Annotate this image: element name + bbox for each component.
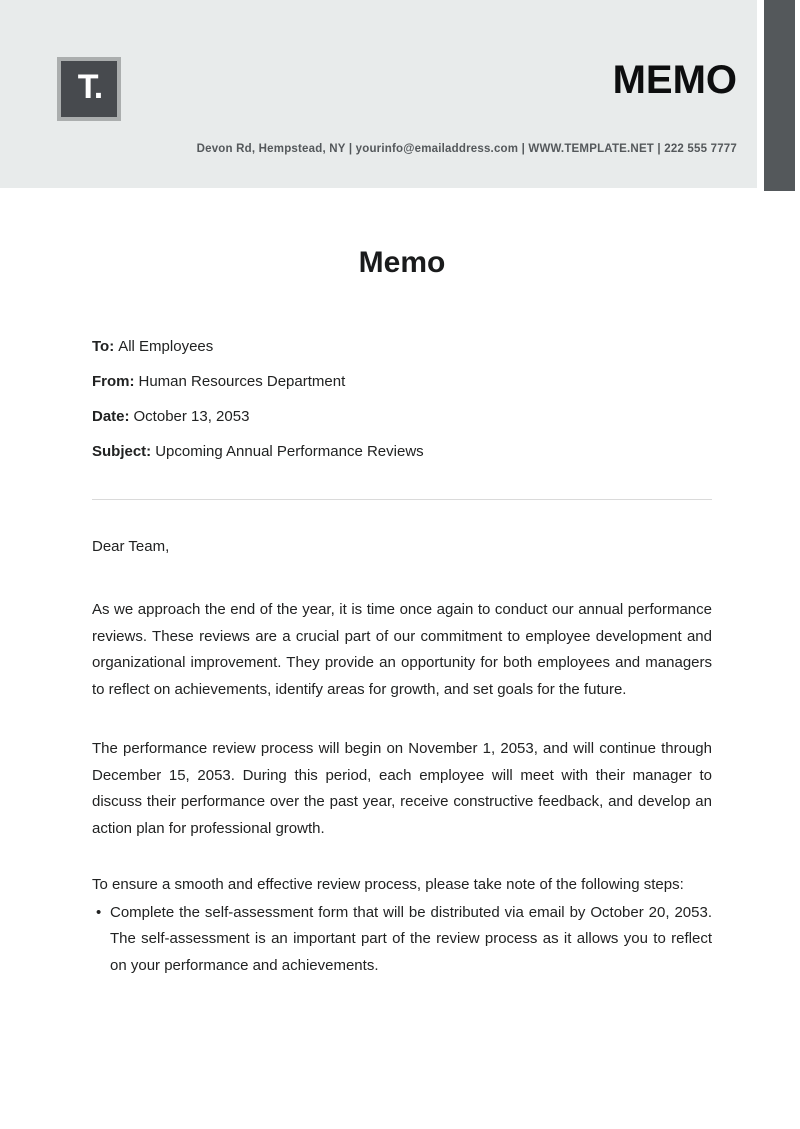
meta-row-from [92, 372, 712, 392]
company-logo [57, 57, 121, 121]
contact-info-line: Devon Rd, Hempstead, NY | yourinfo@emailaddress.com | WWW.TEMPLATE.NET | 222 555 7777 [196, 143, 737, 155]
bullet-dot-icon: • [96, 903, 102, 921]
meta-label-date: Date: [92, 408, 130, 425]
meta-value-from: Human Resources Department [138, 373, 346, 390]
document-body [0, 188, 800, 979]
list-item-text: Complete the self-assessment form that will be distributed via email by October 20, 2053. The self-assessment is an important part of the review process as it allows you to reflect on your performance and achievements. [110, 903, 712, 974]
body-paragraph-1: As we approach the end of the year, it is time once again to conduct our annual performance reviews. These reviews are a crucial part of our commitment to employee development and organizational improvement. They provide an opportunity for both employees and managers to reflect on achievements, identify areas for growth, and set goals for the future. [92, 601, 712, 698]
section-divider [92, 499, 712, 500]
meta-row-date [92, 407, 712, 427]
page-title: Memo [358, 246, 446, 279]
accent-side-bar [764, 0, 795, 191]
body-paragraph-2: The performance review process will begin on November 1, 2053, and will continue through December 15, 2053. During this period, each employee will meet with their manager to discuss their performance over the past year, receive constructive feedback, and develop an action plan for professional growth. [92, 740, 712, 837]
list-item [92, 900, 712, 980]
meta-value-subject: Upcoming Annual Performance Reviews [155, 443, 424, 460]
letterhead-band [0, 0, 757, 188]
meta-row-subject [92, 442, 712, 462]
memo-meta-block [92, 337, 712, 462]
memo-banner-title: MEMO [612, 58, 737, 102]
meta-row-to [92, 337, 712, 357]
meta-label-to: To: [92, 338, 115, 355]
logo-monogram: T. [77, 68, 103, 106]
meta-value-to: All Employees [118, 338, 214, 355]
salutation: Dear Team, [92, 538, 170, 555]
steps-bullet-list [92, 900, 712, 980]
meta-value-date: October 13, 2053 [133, 408, 250, 425]
steps-intro-line: To ensure a smooth and effective review process, please take note of the following steps: [92, 876, 684, 893]
meta-label-subject: Subject: [92, 443, 152, 460]
meta-label-from: From: [92, 373, 135, 390]
